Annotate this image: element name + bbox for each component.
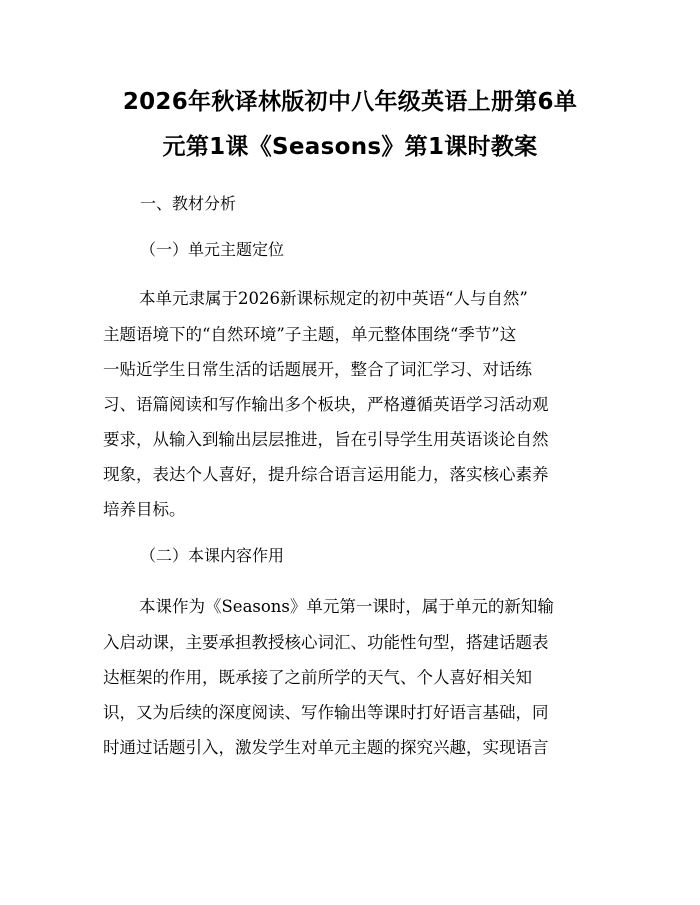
paragraph-line: 达框架的作用，既承接了之前所学的天气、个人喜好相关知 [103, 668, 532, 687]
paragraph-line: 主题语境下的“自然环境”子主题，单元整体围绕“季节”这 [103, 325, 517, 344]
subsection-heading-unit-theme: （一）单元主题定位 [140, 240, 285, 259]
paragraph-line: 识，又为后续的深度阅读、写作输出等课时打好语言基础，同 [103, 703, 549, 722]
paragraph-line: 现象，表达个人喜好，提升综合语言运用能力，落实核心素养 [103, 465, 549, 484]
paragraph-line: 一贴近学生日常生活的话题展开，整合了词汇学习、对话练 [103, 360, 532, 379]
paragraph-line: 习、语篇阅读和写作输出多个板块，严格遵循英语学习活动观 [103, 395, 549, 414]
title-line-1: 2026年秋译林版初中八年级英语上册第6单 [122, 89, 578, 115]
paragraph-line: 本单元隶属于2026新课标规定的初中英语“人与自然” [139, 289, 528, 308]
section-heading-textbook-analysis: 一、教材分析 [140, 194, 237, 213]
paragraph-line: 培养目标。 [103, 500, 186, 519]
paragraph-line: 时通过话题引入，激发学生对单元主题的探究兴趣，实现语言 [103, 738, 549, 757]
paragraph-line: 本课作为《Seasons》单元第一课时，属于单元的新知输 [139, 597, 554, 616]
title-line-2: 元第1课《Seasons》第1课时教案 [162, 134, 538, 160]
subsection-heading-lesson-role: （二）本课内容作用 [140, 546, 285, 565]
paragraph-line: 入启动课，主要承担教授核心词汇、功能性句型，搭建话题表 [103, 633, 549, 652]
paragraph-line: 要求，从输入到输出层层推进，旨在引导学生用英语谈论自然 [103, 430, 549, 449]
